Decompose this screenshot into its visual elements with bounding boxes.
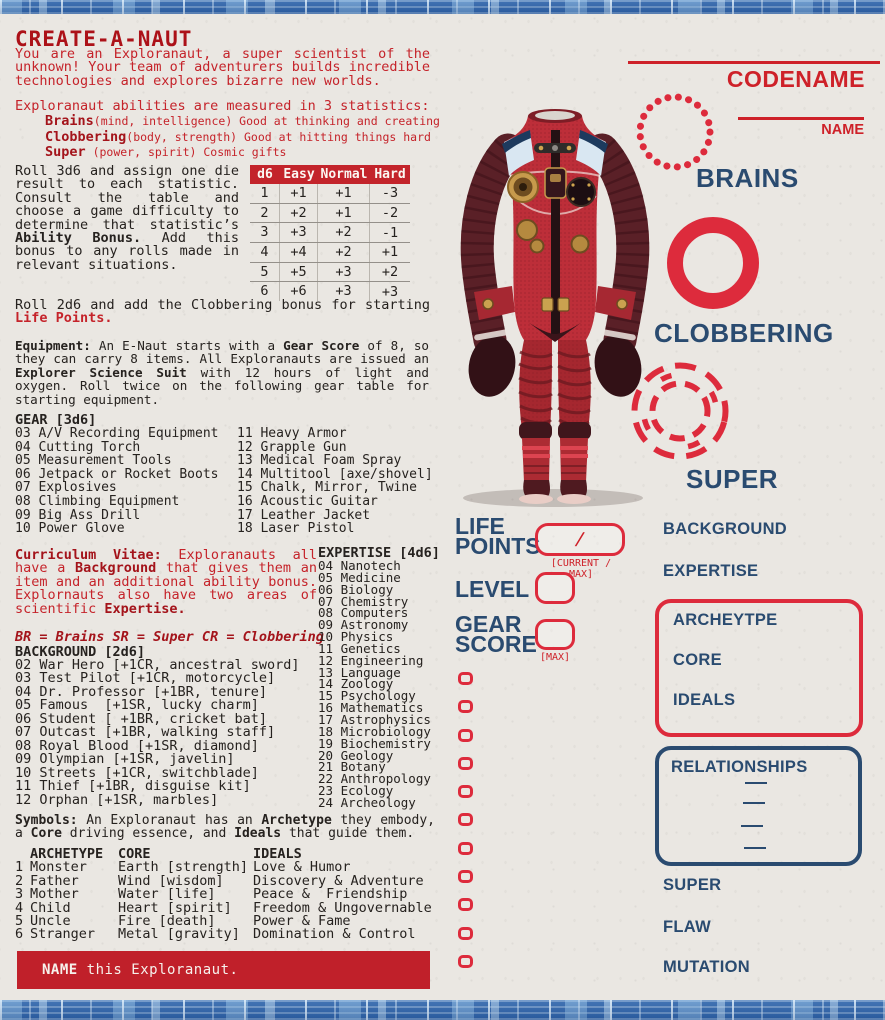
stat-name: Super: [45, 144, 86, 161]
symbol-number: 3: [15, 886, 24, 903]
normal-cell: +2: [318, 243, 370, 262]
super-field-label: SUPER: [663, 876, 722, 894]
symbol-number: 1: [15, 859, 24, 876]
symbol-number: 2: [15, 872, 24, 889]
clobbering-label: CLOBBERING: [654, 318, 834, 348]
expertise-item: 21 Botany: [318, 759, 386, 775]
clobbering-circle-icon[interactable]: [667, 217, 759, 309]
symbol-number: 5: [15, 913, 24, 930]
expertise-item: 06 Biology: [318, 581, 394, 597]
normal-cell: +3: [318, 263, 370, 282]
background-table-header: BACKGROUND [2d6]: [15, 644, 146, 660]
expertise-item: 23 Ecology: [318, 783, 394, 799]
super-circle-icon[interactable]: [630, 361, 730, 461]
easy-cell: +2: [280, 204, 318, 223]
expertise-item: 16 Mathematics: [318, 700, 424, 716]
current-max-label: [CURRENT / MAX]: [550, 558, 612, 580]
gear-item: 17 Leather Jacket: [237, 507, 371, 523]
gear-item: 04 Cutting Torch: [15, 439, 141, 455]
d6-cell: 3: [250, 223, 280, 242]
brains-label: BRAINS: [696, 163, 799, 193]
difficulty-table-header: [250, 165, 410, 184]
background-item: 03 Test Pilot [+1CR, motorcycle]: [15, 670, 276, 687]
background-item: 06 Student [ +1BR, cricket bat]: [15, 710, 267, 727]
symbol-core: Heart [spirit]: [118, 899, 232, 916]
checkbox[interactable]: [458, 898, 473, 911]
archetype-field-label: ARCHEYTPE: [673, 611, 778, 629]
normal-cell: +1: [318, 184, 370, 203]
mutation-field-label: MUTATION: [663, 958, 751, 976]
relationships-field-label: RELATIONSHIPS: [671, 758, 808, 776]
life-points-paragraph: Roll 2d6 and add the Clobbering bonus for starting Life Points.: [15, 297, 430, 327]
equipment-paragraph: Equipment: An E-Naut starts with a Gear Score of 8, so they can carry 8 items. All Exploranauts are issued an Explorer Science Suit with 12 hours of light and oxygen. Roll twice on the following gear table for starting equipment.: [15, 338, 430, 407]
gear-max-label: [MAX]: [539, 652, 571, 663]
stats-list: [15, 113, 443, 159]
stat-description: (mind, intelligence) Good at thinking and creating: [93, 114, 440, 129]
symbol-ideal: Domination & Control: [253, 926, 416, 943]
symbol-ideal: Peace & Friendship: [253, 886, 408, 903]
hard-cell: +1: [381, 244, 399, 261]
name-banner: NAME this Exploranaut.: [17, 951, 430, 989]
ideals-field-label: IDEALS: [673, 691, 736, 709]
symbols-table-body: [15, 861, 435, 941]
difficulty-table-row: [250, 223, 410, 243]
normal-cell: +3: [318, 282, 370, 301]
symbol-ideal: Power & Fame: [253, 913, 351, 930]
life-points-slash: /: [573, 528, 587, 551]
checkbox[interactable]: [458, 729, 473, 742]
difficulty-table-row: [250, 184, 410, 204]
background-item: 07 Outcast [+1BR, walking staff]: [15, 724, 276, 741]
core-column-header: CORE: [118, 846, 151, 862]
archetype-column-header: ARCHETYPE: [30, 846, 104, 862]
intro-paragraph: You are an Exploranaut, a super scientist of the unknown! Your team of adventurers builds incredible technologies and explores bizarre new worlds.: [15, 46, 430, 89]
gear-item: 07 Explosives: [15, 480, 117, 496]
gear-item: 09 Big Ass Drill: [15, 507, 141, 523]
easy-cell: +3: [280, 223, 318, 242]
core-field-label: CORE: [673, 651, 722, 669]
stat-name: Clobbering: [45, 128, 127, 145]
symbol-core: Earth [strength]: [118, 859, 249, 876]
expertise-item: 08 Computers: [318, 605, 409, 621]
background-field-label: BACKGROUND: [663, 520, 787, 538]
difficulty-table-row: [250, 243, 410, 263]
background-item: 09 Olympian [+1SR, javelin]: [15, 751, 235, 768]
name-line[interactable]: [738, 117, 864, 120]
gear-table-header: GEAR [3d6]: [15, 412, 97, 428]
expertise-list: [318, 560, 431, 809]
gear-item: 11 Heavy Armor: [237, 426, 347, 441]
ability-abbreviations: BR = Brains SR = Super CR = Clobbering: [15, 629, 324, 645]
stat-line: [15, 129, 443, 144]
brains-circle-icon[interactable]: [633, 90, 717, 174]
expertise-item: 11 Genetics: [318, 640, 401, 656]
background-item: 08 Royal Blood [+1SR, diamond]: [15, 737, 259, 754]
easy-cell: +1: [280, 184, 318, 203]
archetype-box[interactable]: [655, 599, 863, 737]
circuit-border-top: [0, 0, 885, 14]
expertise-item: 18 Microbiology: [318, 723, 431, 739]
ideals-column-header: IDEALS: [253, 846, 302, 862]
stat-name: Brains: [45, 113, 94, 130]
difficulty-table-row: [250, 263, 410, 283]
gear-item: 18 Laser Pistol: [237, 521, 355, 537]
expertise-item: 04 Nanotech: [318, 558, 401, 573]
flaw-field-label: FLAW: [663, 918, 711, 936]
d6-cell: 2: [250, 204, 280, 223]
expertise-item: 17 Astrophysics: [318, 711, 431, 727]
expertise-item: 10 Physics: [318, 629, 394, 645]
checkbox[interactable]: [458, 870, 473, 883]
symbol-ideal: Freedom & Ungovernable: [253, 899, 432, 916]
roll-instructions: Roll 3d6 and assign one die result to each statistic. Consult the table and choose a game difficulty to determine that statistic’s Ability Bonus. Add this bonus to any rolls made in relevant situations.: [15, 163, 239, 273]
hard-cell: -3: [381, 185, 399, 202]
d6-cell: 1: [250, 184, 280, 203]
symbols-table-row: [15, 899, 435, 916]
checkbox[interactable]: [458, 842, 473, 855]
life-points-box[interactable]: [535, 523, 625, 556]
easy-cell: +4: [280, 243, 318, 262]
background-item: 11 Thief [+1BR, disguise kit]: [15, 778, 251, 795]
expertise-item: 09 Astronomy: [318, 617, 409, 633]
level-box[interactable]: [535, 572, 575, 604]
stat-line: [15, 113, 443, 128]
gear-item: 06 Jetpack or Rocket Boots: [15, 466, 219, 482]
checkbox[interactable]: [458, 785, 473, 798]
relationship-line[interactable]: [744, 847, 766, 849]
hard-cell: -1: [381, 224, 399, 241]
hard-cell: -2: [381, 205, 399, 222]
expertise-item: 13 Language: [318, 664, 401, 680]
gear-item: 03 A/V Recording Equipment: [15, 426, 219, 441]
expertise-item: 19 Biochemistry: [318, 735, 431, 751]
difficulty-header-cell: d6: [257, 167, 273, 182]
name-label: NAME: [821, 122, 864, 138]
symbols-table-row: [15, 928, 435, 941]
expertise-item: 24 Archeology: [318, 794, 416, 810]
checkbox[interactable]: [458, 700, 473, 713]
symbol-archetype: Stranger: [30, 926, 96, 943]
symbol-ideal: Love & Humor: [253, 859, 351, 876]
symbol-ideal: Discovery & Adventure: [253, 872, 424, 889]
symbols-paragraph: Symbols: An Exploranaut has an Archetype they embody, a Core driving essence, and Ideals that guide them.: [15, 813, 436, 842]
expertise-table-header: EXPERTISE [4d6]: [318, 545, 440, 561]
easy-cell: +5: [280, 263, 318, 282]
d6-cell: 5: [250, 263, 280, 282]
expertise-item: 07 Chemistry: [318, 593, 409, 609]
background-item: 12 Orphan [+1SR, marbles]: [15, 791, 219, 808]
expertise-item: 12 Engineering: [318, 652, 424, 668]
relationship-line[interactable]: [745, 782, 767, 784]
checkbox[interactable]: [458, 955, 473, 968]
symbol-core: Fire [death]: [118, 913, 216, 930]
stats-block: [15, 100, 443, 160]
expertise-item: 05 Medicine: [318, 569, 401, 585]
background-list: [15, 659, 299, 807]
checkbox[interactable]: [458, 927, 473, 940]
gear-item: 14 Multitool [axe/shovel]: [237, 466, 433, 482]
gear-item: 13 Medical Foam Spray: [237, 453, 402, 469]
symbol-archetype: Child: [30, 899, 71, 916]
symbols-table: [15, 848, 435, 942]
background-item: 04 Dr. Professor [+1BR, tenure]: [15, 683, 267, 700]
normal-cell: +2: [318, 223, 370, 242]
checkbox-column: [458, 672, 473, 983]
normal-cell: +1: [318, 204, 370, 223]
gear-item: 10 Power Glove: [15, 521, 125, 537]
symbol-core: Water [life]: [118, 886, 216, 903]
checkbox[interactable]: [458, 672, 473, 685]
symbol-archetype: Mother: [30, 886, 79, 903]
expertise-item: 14 Zoology: [318, 676, 394, 692]
codename-line[interactable]: [628, 61, 880, 64]
gear-item: 08 Climbing Equipment: [15, 493, 180, 509]
stat-description: (body, strength) Good at hitting things hard: [126, 129, 431, 144]
expertise-item: 22 Anthropology: [318, 771, 431, 787]
gear-score-box[interactable]: [535, 619, 575, 650]
symbol-archetype: Uncle: [30, 913, 71, 930]
difficulty-header-cell: Easy: [283, 167, 315, 182]
level-label: LEVEL: [455, 576, 530, 602]
stats-intro: Exploranaut abilities are measured in 3 statistics:: [15, 98, 430, 114]
gear-item: 05 Measurement Tools: [15, 453, 172, 469]
stat-description: (power, spirit) Cosmic gifts: [85, 145, 287, 160]
symbol-number: 6: [15, 926, 24, 943]
d6-cell: 6: [250, 282, 280, 301]
gear-list-left: [15, 427, 219, 536]
symbol-archetype: Monster: [30, 859, 87, 876]
difficulty-table-body: [250, 184, 410, 301]
relationships-box[interactable]: [655, 746, 862, 866]
hard-cell: +3: [381, 283, 399, 300]
life-points-label: LIFE POINTS: [455, 513, 541, 559]
circuit-border-bottom: [0, 1000, 885, 1020]
gear-item: 12 Grapple Gun: [237, 439, 347, 455]
checkbox[interactable]: [458, 757, 473, 770]
symbol-archetype: Father: [30, 872, 79, 889]
expertise-field-label: EXPERTISE: [663, 562, 759, 580]
curriculum-vitae-paragraph: Curriculum Vitae: Exploranauts all have a Background that gives them an item and an additional ability bonus. Explornauts also have two areas of scientific Expertise.: [15, 547, 318, 617]
page-title: CREATE-A-NAUT: [15, 27, 193, 51]
gear-list-right: [237, 427, 433, 536]
gear-item: 15 Chalk, Mirror, Twine: [237, 480, 418, 496]
d6-cell: 4: [250, 243, 280, 262]
gear-item: 16 Acoustic Guitar: [237, 493, 378, 509]
relationship-line[interactable]: [743, 802, 765, 804]
symbol-number: 4: [15, 899, 24, 916]
checkbox[interactable]: [458, 813, 473, 826]
difficulty-table-row: [250, 204, 410, 224]
background-item: 02 War Hero [+1CR, ancestral sword]: [15, 657, 300, 673]
hard-cell: +2: [381, 264, 399, 281]
expertise-item: 20 Geology: [318, 747, 394, 763]
stat-line: [15, 144, 443, 159]
difficulty-header-cell: Hard: [374, 167, 406, 182]
symbol-core: Metal [gravity]: [118, 926, 240, 943]
gear-score-label: GEAR SCORE: [455, 611, 537, 657]
expertise-item: 15 Psychology: [318, 688, 416, 704]
relationship-line[interactable]: [741, 825, 763, 827]
codename-label: CODENAME: [726, 66, 865, 92]
background-item: 05 Famous [+1SR, lucky charm]: [15, 697, 259, 714]
difficulty-header-cell: Normal: [320, 167, 368, 182]
background-item: 10 Streets [+1CR, switchblade]: [15, 764, 259, 781]
difficulty-table: [250, 165, 410, 301]
easy-cell: +6: [280, 282, 318, 301]
symbol-core: Wind [wisdom]: [118, 872, 224, 889]
super-label: SUPER: [686, 464, 779, 494]
